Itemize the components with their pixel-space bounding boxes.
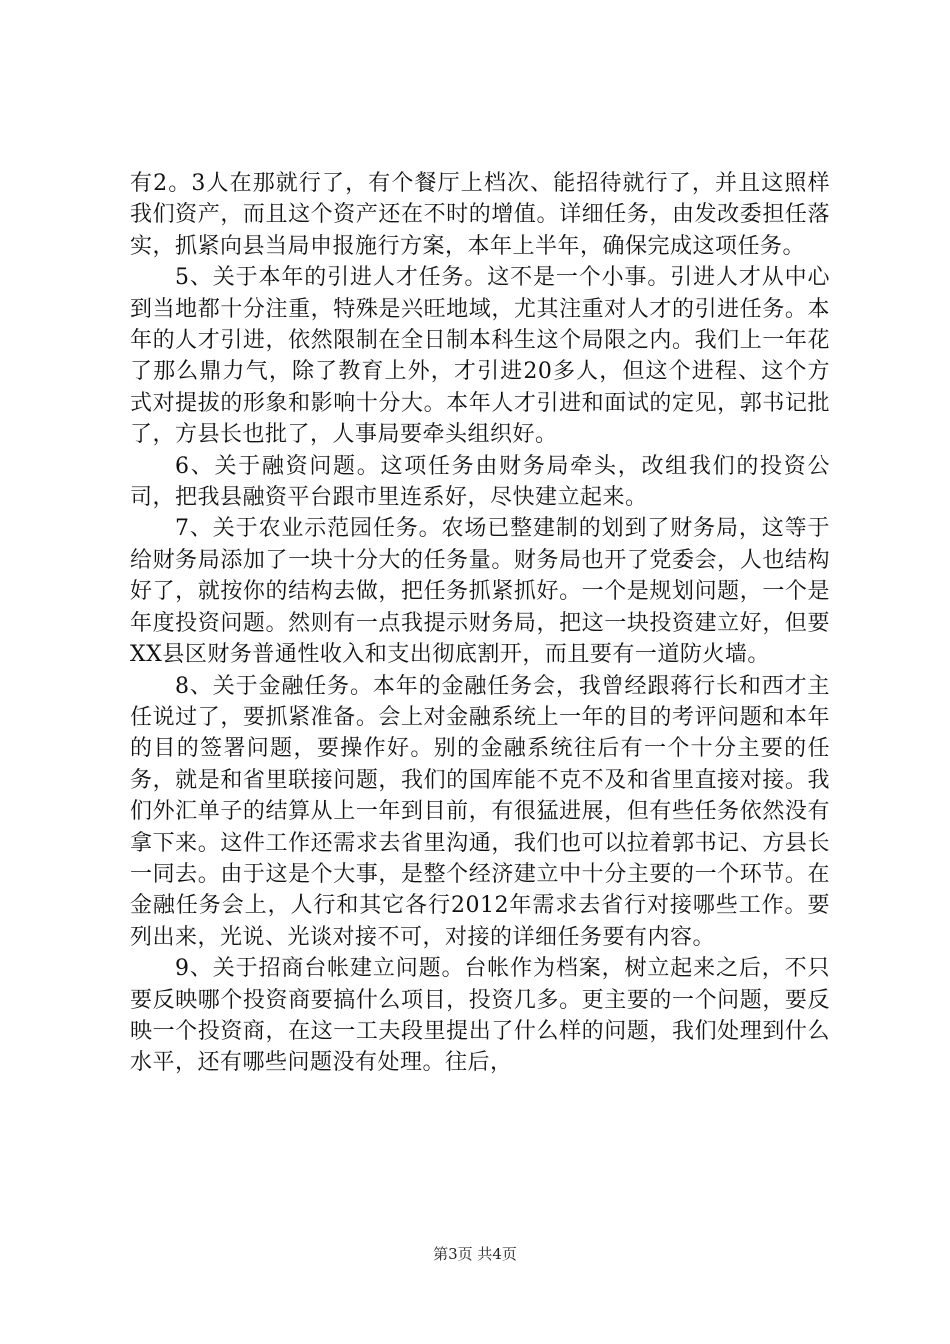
paragraph-item-6: 6、关于融资问题。这项任务由财务局牵头，改组我们的投资公司，把我县融资平台跟市里连系好，尽快建立起来。 — [130, 453, 830, 511]
paragraph-item-7: 7、关于农业示范园任务。农场已整建制的划到了财务局，这等于给财务局添加了一块十分大的任务量。财务局也开了党委会，人也结构好了，就按你的结构去做，把任务抓紧抓好。一个是规划问题，一个是年度投资问题。然则有一点我提示财务局，把这一块投资建立好，但要XX县区财务普通性收入和支出彻底割开，而且要有一道防火墙。 — [130, 516, 830, 668]
paragraph-continuation: 有2。3人在那就行了，有个餐厅上档次、能招待就行了，并且这照样我们资产，而且这个资产还在不时的增值。详细任务，由发改委担任落实，抓紧向县当局申报施行方案，本年上半年，确保完成这项任务。 — [130, 171, 830, 259]
paragraph-item-5: 5、关于本年的引进人才任务。这不是一个小事。引进人才从中心到当地都十分注重，特殊是兴旺地域，尤其注重对人才的引进任务。本年的人才引进，依然限制在全日制本科生这个局限之内。我们上一年花了那么鼎力气，除了教育上外，才引进20多人，但这个进程、这个方式对提拔的形象和影响十分大。本年人才引进和面试的定见，郭书记批了，方县长也批了，人事局要牵头组织好。 — [130, 265, 830, 448]
page-footer: 第3页 共4页 — [433, 1245, 517, 1263]
document-body — [130, 168, 830, 1079]
paragraph-item-8: 8、关于金融任务。本年的金融任务会，我曾经跟蒋行长和西才主任说过了，要抓紧准备。会上对金融系统上一年的目的考评问题和本年的目的签署问题，要操作好。别的金融系统往后有一个十分主要的任务，就是和省里联接问题，我们的国库能不克不及和省里直接对接。我们外汇单子的结算从上一年到目前，有很猛进展，但有些任务依然没有拿下来。这件工作还需求去省里沟通，我们也可以拉着郭书记、方县长一同去。由于这是个大事，是整个经济建立中十分主要的一个环节。在金融任务会上，人行和其它各行2012年需求去省行对接哪些工作。要列出来，光说、光谈对接不可，对接的详细任务要有内容。 — [130, 673, 830, 950]
paragraph-item-9: 9、关于招商台帐建立问题。台帐作为档案，树立起来之后，不只要反映哪个投资商要搞什么项目，投资几多。更主要的一个问题，要反映一个投资商，在这一工夫段里提出了什么样的问题，我们处理到什么水平，还有哪些问题没有处理。往后， — [130, 956, 830, 1076]
